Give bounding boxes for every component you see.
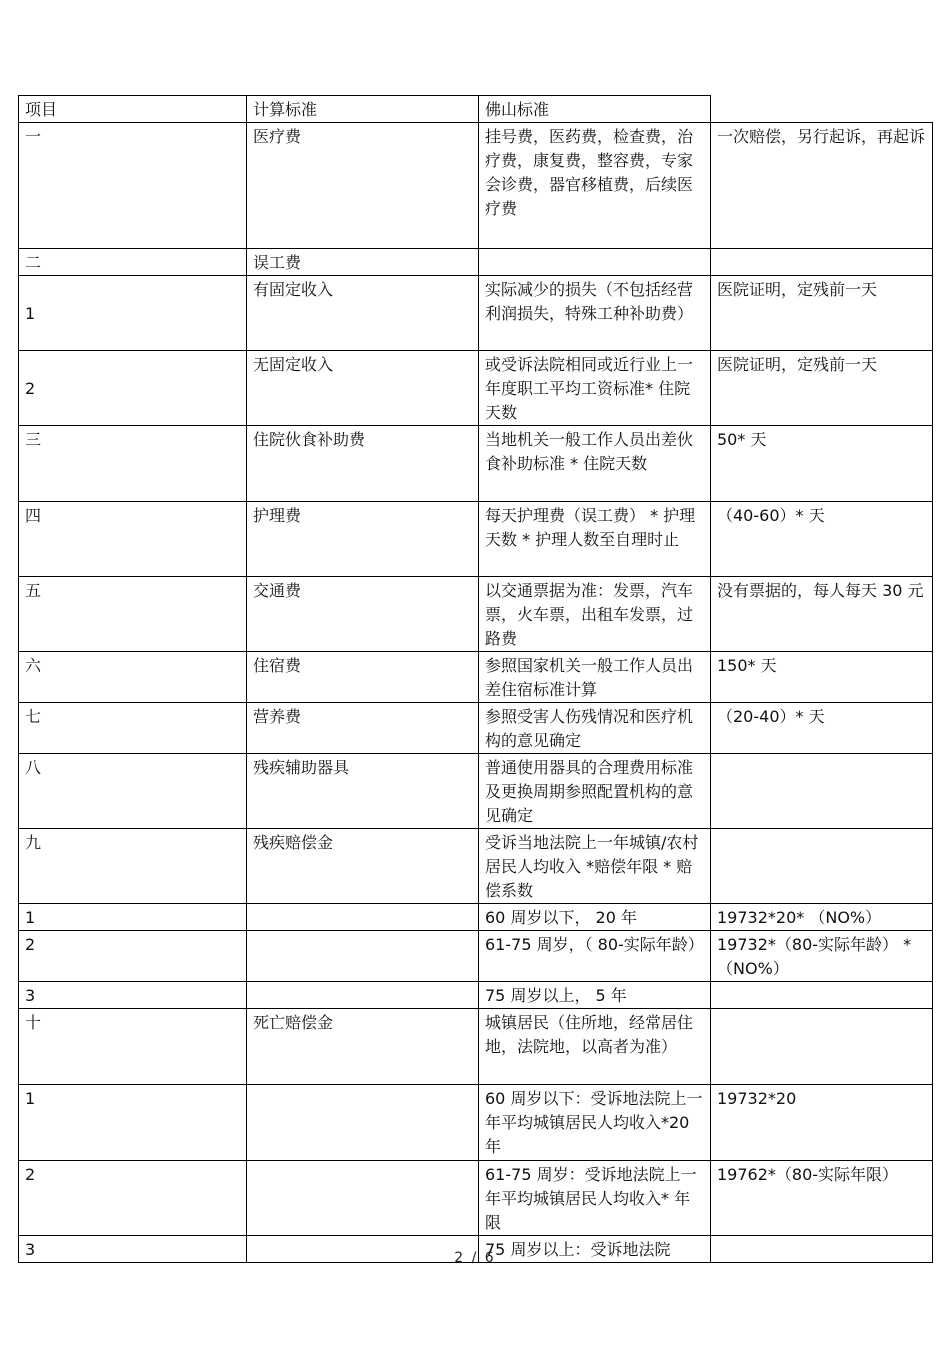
cell-foshan-standard: 实际减少的损失（不包括经营利润损失，特殊工种补助费） (479, 276, 711, 351)
cell-item: 七 (19, 703, 247, 754)
cell-calc-standard: 住院伙食补助费 (247, 426, 479, 502)
cell-notes (711, 249, 933, 276)
header-cell-foshan-standard: 佛山标准 (479, 96, 711, 123)
cell-calc-standard: 死亡赔偿金 (247, 1009, 479, 1085)
cell-item: 八 (19, 754, 247, 829)
table-row (19, 577, 933, 652)
table-row (19, 982, 933, 1009)
cell-foshan-standard (479, 249, 711, 276)
cell-item: 三 (19, 426, 247, 502)
table-row (19, 1085, 933, 1161)
cell-notes: 医院证明，定残前一天 (711, 276, 933, 351)
cell-item: 1 (19, 904, 247, 931)
cell-notes: （20-40）* 天 (711, 703, 933, 754)
table-header-row (19, 96, 933, 123)
cell-notes: （40-60）* 天 (711, 502, 933, 577)
cell-notes (711, 754, 933, 829)
cell-calc-standard: 护理费 (247, 502, 479, 577)
cell-item: 2 (19, 351, 247, 426)
header-cell-item: 项目 (19, 96, 247, 123)
cell-item: 1 (19, 276, 247, 351)
table-row (19, 249, 933, 276)
table-row (19, 1161, 933, 1236)
cell-notes: 50* 天 (711, 426, 933, 502)
header-cell-notes (711, 96, 933, 123)
table-row (19, 276, 933, 351)
compensation-table (18, 95, 933, 1263)
cell-item: 九 (19, 829, 247, 904)
cell-item: 1 (19, 1085, 247, 1161)
cell-notes (711, 982, 933, 1009)
page-indicator: 2 / 6 (454, 1250, 496, 1266)
cell-calc-standard: 无固定收入 (247, 351, 479, 426)
cell-foshan-standard: 或受诉法院相同或近行业上一年度职工平均工资标准* 住院天数 (479, 351, 711, 426)
header-cell-calc-standard: 计算标准 (247, 96, 479, 123)
table-body (19, 96, 933, 1263)
cell-notes: 没有票据的，每人每天 30 元 (711, 577, 933, 652)
cell-notes: 19732*20 (711, 1085, 933, 1161)
cell-calc-standard (247, 1161, 479, 1236)
cell-calc-standard: 营养费 (247, 703, 479, 754)
cell-notes: 19732*20* （NO%） (711, 904, 933, 931)
cell-foshan-standard: 75 周岁以上：受诉地法院 (479, 1236, 711, 1263)
cell-foshan-standard: 参照国家机关一般工作人员出差住宿标准计算 (479, 652, 711, 703)
cell-calc-standard: 误工费 (247, 249, 479, 276)
cell-calc-standard: 有固定收入 (247, 276, 479, 351)
cell-item: 四 (19, 502, 247, 577)
cell-foshan-standard: 城镇居民（住所地，经常居住地，法院地，以高者为准） (479, 1009, 711, 1085)
cell-calc-standard (247, 904, 479, 931)
table-row (19, 123, 933, 249)
table-row (19, 931, 933, 982)
cell-notes: 一次赔偿，另行起诉，再起诉 (711, 123, 933, 249)
cell-foshan-standard: 挂号费，医药费，检查费，治疗费，康复费，整容费，专家会诊费，器官移植费，后续医疗费 (479, 123, 711, 249)
cell-calc-standard: 残疾辅助器具 (247, 754, 479, 829)
table-row (19, 904, 933, 931)
cell-calc-standard: 住宿费 (247, 652, 479, 703)
cell-foshan-standard: 75 周岁以上， 5 年 (479, 982, 711, 1009)
compensation-standards-sheet (18, 95, 932, 1263)
cell-calc-standard: 残疾赔偿金 (247, 829, 479, 904)
cell-foshan-standard: 参照受害人伤残情况和医疗机构的意见确定 (479, 703, 711, 754)
cell-notes: 19732*（80-实际年龄） *（NO%） (711, 931, 933, 982)
cell-item: 一 (19, 123, 247, 249)
cell-item: 2 (19, 931, 247, 982)
cell-foshan-standard: 每天护理费（误工费） * 护理天数 * 护理人数至自理时止 (479, 502, 711, 577)
cell-foshan-standard: 60 周岁以下， 20 年 (479, 904, 711, 931)
table-row (19, 502, 933, 577)
table-row (19, 652, 933, 703)
cell-calc-standard: 医疗费 (247, 123, 479, 249)
cell-notes: 医院证明，定残前一天 (711, 351, 933, 426)
table-row (19, 426, 933, 502)
cell-notes (711, 829, 933, 904)
cell-item: 3 (19, 982, 247, 1009)
cell-notes: 150* 天 (711, 652, 933, 703)
cell-item: 六 (19, 652, 247, 703)
table-row (19, 1009, 933, 1085)
cell-item: 2 (19, 1161, 247, 1236)
cell-item: 3 (19, 1236, 247, 1263)
cell-calc-standard (247, 931, 479, 982)
cell-foshan-standard: 受诉当地法院上一年城镇/农村居民人均收入 *赔偿年限 * 赔偿系数 (479, 829, 711, 904)
cell-foshan-standard: 当地机关一般工作人员出差伙食补助标准 * 住院天数 (479, 426, 711, 502)
cell-item: 二 (19, 249, 247, 276)
cell-calc-standard (247, 1085, 479, 1161)
table-row (19, 351, 933, 426)
cell-foshan-standard: 普通使用器具的合理费用标准及更换周期参照配置机构的意见确定 (479, 754, 711, 829)
cell-calc-standard (247, 982, 479, 1009)
table-row (19, 754, 933, 829)
cell-item: 五 (19, 577, 247, 652)
cell-item: 十 (19, 1009, 247, 1085)
cell-notes (711, 1009, 933, 1085)
cell-foshan-standard: 61-75 周岁，（ 80-实际年龄） (479, 931, 711, 982)
table-row (19, 829, 933, 904)
cell-foshan-standard: 61-75 周岁：受诉地法院上一年平均城镇居民人均收入* 年限 (479, 1161, 711, 1236)
cell-foshan-standard: 60 周岁以下：受诉地法院上一年平均城镇居民人均收入*20 年 (479, 1085, 711, 1161)
table-row (19, 703, 933, 754)
cell-foshan-standard: 以交通票据为准：发票，汽车票，火车票，出租车发票，过路费 (479, 577, 711, 652)
cell-notes: 19762*（80-实际年限） (711, 1161, 933, 1236)
cell-calc-standard: 交通费 (247, 577, 479, 652)
